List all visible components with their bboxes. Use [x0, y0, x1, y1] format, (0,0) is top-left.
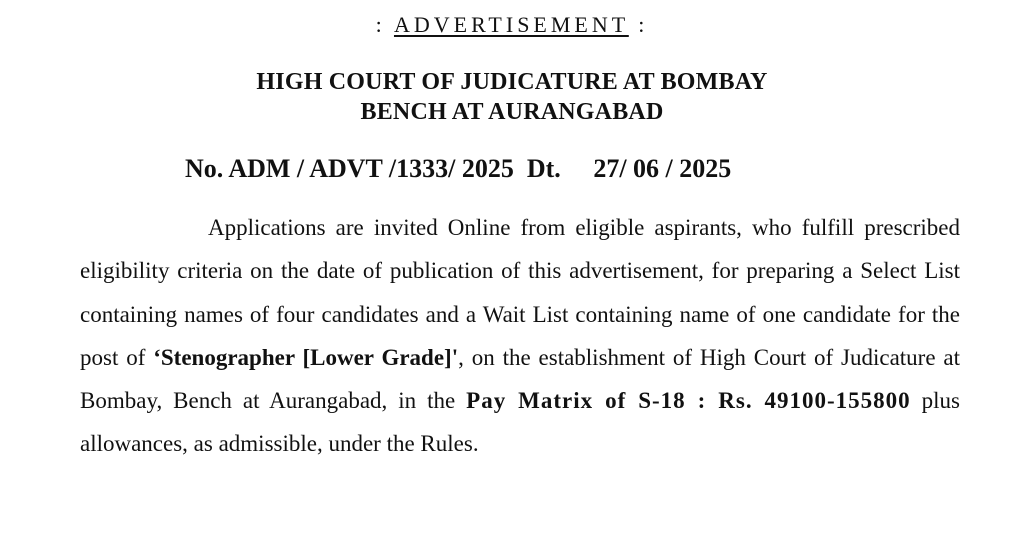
- court-name-line-2: BENCH AT AURANGABAD: [360, 99, 664, 125]
- court-name-line-1: HIGH COURT OF JUDICATURE AT BOMBAY: [256, 69, 768, 95]
- advertisement-heading: [0, 10, 1024, 40]
- body-text-part-3: plus allowances, as admissible, under the Rules.: [80, 388, 960, 457]
- advertisement-heading-word: ADVERTISEMENT: [393, 12, 629, 37]
- body-text-part-2: , on the establishment of High Court of Judicature at Bombay, Bench at Aurangabad, in the: [80, 344, 960, 414]
- body-text-part-1: Applications are invited Online from eligible aspirants, who fulfill prescribed eligibility criteria on the date of publication of this advertisement, for preparing a Select List containing names of four candidates and a Wait List containing name of one candidate for the post of: [80, 215, 960, 370]
- reference-line: [185, 152, 731, 186]
- date-label: Dt.: [526, 154, 561, 183]
- reference-number: No. ADM / ADVT /1333/ 2025: [185, 154, 514, 183]
- post-name: ‘Stenographer [Lower Grade]': [153, 344, 459, 370]
- advertisement-heading-open: :: [375, 12, 394, 37]
- advertisement-body: [80, 206, 960, 466]
- reference-date: 27/ 06 / 2025: [593, 154, 732, 183]
- pay-scale: Pay Matrix of S-18 : Rs. 49100-155800: [466, 388, 911, 414]
- advertisement-heading-close: :: [628, 12, 649, 37]
